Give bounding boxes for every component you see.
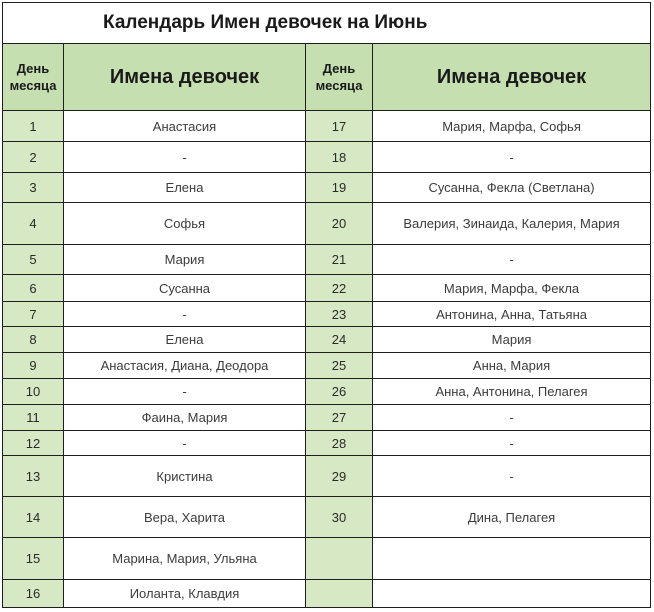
table-row — [3, 173, 651, 203]
right-names-cell: Дина, Пелагея — [373, 497, 651, 538]
right-day-header-line1: День — [322, 61, 356, 76]
table-row — [3, 405, 651, 431]
name-calendar-table — [2, 2, 651, 608]
table-row — [3, 497, 651, 538]
right-names-header: Имена девочек — [373, 44, 651, 111]
name-calendar-sheet — [2, 2, 650, 608]
left-day-cell: 14 — [3, 497, 64, 538]
right-names-cell: - — [373, 456, 651, 497]
right-names-cell: - — [373, 431, 651, 456]
title-row — [3, 3, 651, 44]
table-row — [3, 142, 651, 173]
left-day-cell: 9 — [3, 353, 64, 379]
table-body — [3, 3, 651, 608]
left-names-cell: Марина, Мария, Ульяна — [64, 538, 306, 580]
right-names-cell: - — [373, 245, 651, 275]
left-day-header — [3, 44, 64, 111]
table-row — [3, 275, 651, 302]
left-day-cell: 2 — [3, 142, 64, 173]
right-day-cell: 28 — [306, 431, 373, 456]
header-row — [3, 44, 651, 111]
table-row — [3, 379, 651, 405]
page-title: Календарь Имен девочек на Июнь — [3, 3, 651, 44]
right-names-cell — [373, 538, 651, 580]
right-names-cell: Сусанна, Фекла (Светлана) — [373, 173, 651, 203]
left-day-cell: 1 — [3, 111, 64, 142]
right-day-cell: 25 — [306, 353, 373, 379]
left-day-cell: 3 — [3, 173, 64, 203]
table-row — [3, 431, 651, 456]
right-day-cell: 22 — [306, 275, 373, 302]
table-row — [3, 353, 651, 379]
left-day-cell: 13 — [3, 456, 64, 497]
table-row — [3, 538, 651, 580]
right-day-cell — [306, 538, 373, 580]
table-row — [3, 203, 651, 245]
left-names-cell: Елена — [64, 327, 306, 353]
right-day-cell: 21 — [306, 245, 373, 275]
left-day-cell: 8 — [3, 327, 64, 353]
left-names-cell: Сусанна — [64, 275, 306, 302]
left-day-cell: 12 — [3, 431, 64, 456]
right-names-cell: - — [373, 142, 651, 173]
right-day-cell: 30 — [306, 497, 373, 538]
right-day-cell: 29 — [306, 456, 373, 497]
right-names-cell: - — [373, 405, 651, 431]
right-names-cell: Валерия, Зинаида, Калерия, Мария — [373, 203, 651, 245]
left-names-cell: - — [64, 431, 306, 456]
left-day-header-line1: День — [16, 61, 50, 76]
left-day-cell: 7 — [3, 302, 64, 327]
left-day-cell: 5 — [3, 245, 64, 275]
table-row — [3, 245, 651, 275]
left-names-header: Имена девочек — [64, 44, 306, 111]
right-day-cell: 18 — [306, 142, 373, 173]
right-day-cell: 27 — [306, 405, 373, 431]
right-day-cell: 19 — [306, 173, 373, 203]
left-day-cell: 6 — [3, 275, 64, 302]
left-names-cell: Фаина, Мария — [64, 405, 306, 431]
right-names-cell: Мария, Марфа, Софья — [373, 111, 651, 142]
right-names-cell: Мария — [373, 327, 651, 353]
left-names-cell: - — [64, 142, 306, 173]
right-day-header — [306, 44, 373, 111]
left-names-cell: Анастасия, Диана, Деодора — [64, 353, 306, 379]
left-day-cell: 11 — [3, 405, 64, 431]
right-names-cell: Антонина, Анна, Татьяна — [373, 302, 651, 327]
left-names-cell: Иоланта, Клавдия — [64, 580, 306, 608]
right-day-header-line2: месяца — [315, 78, 363, 93]
left-names-cell: Вера, Харита — [64, 497, 306, 538]
left-names-cell: - — [64, 302, 306, 327]
table-row — [3, 580, 651, 608]
left-names-cell: Софья — [64, 203, 306, 245]
right-names-cell: Мария, Марфа, Фекла — [373, 275, 651, 302]
right-day-cell: 20 — [306, 203, 373, 245]
left-day-cell: 10 — [3, 379, 64, 405]
right-day-cell: 24 — [306, 327, 373, 353]
table-row — [3, 111, 651, 142]
left-names-cell: - — [64, 379, 306, 405]
left-names-cell: Елена — [64, 173, 306, 203]
right-day-cell: 26 — [306, 379, 373, 405]
right-day-cell — [306, 580, 373, 608]
left-day-cell: 4 — [3, 203, 64, 245]
left-names-cell: Анастасия — [64, 111, 306, 142]
left-names-cell: Мария — [64, 245, 306, 275]
right-day-cell: 23 — [306, 302, 373, 327]
right-names-cell: Анна, Мария — [373, 353, 651, 379]
left-day-cell: 15 — [3, 538, 64, 580]
left-names-cell: Кристина — [64, 456, 306, 497]
left-day-cell: 16 — [3, 580, 64, 608]
left-day-header-line2: месяца — [9, 78, 57, 93]
table-row — [3, 327, 651, 353]
right-names-cell: Анна, Антонина, Пелагея — [373, 379, 651, 405]
right-day-cell: 17 — [306, 111, 373, 142]
table-row — [3, 302, 651, 327]
right-names-cell — [373, 580, 651, 608]
table-row — [3, 456, 651, 497]
